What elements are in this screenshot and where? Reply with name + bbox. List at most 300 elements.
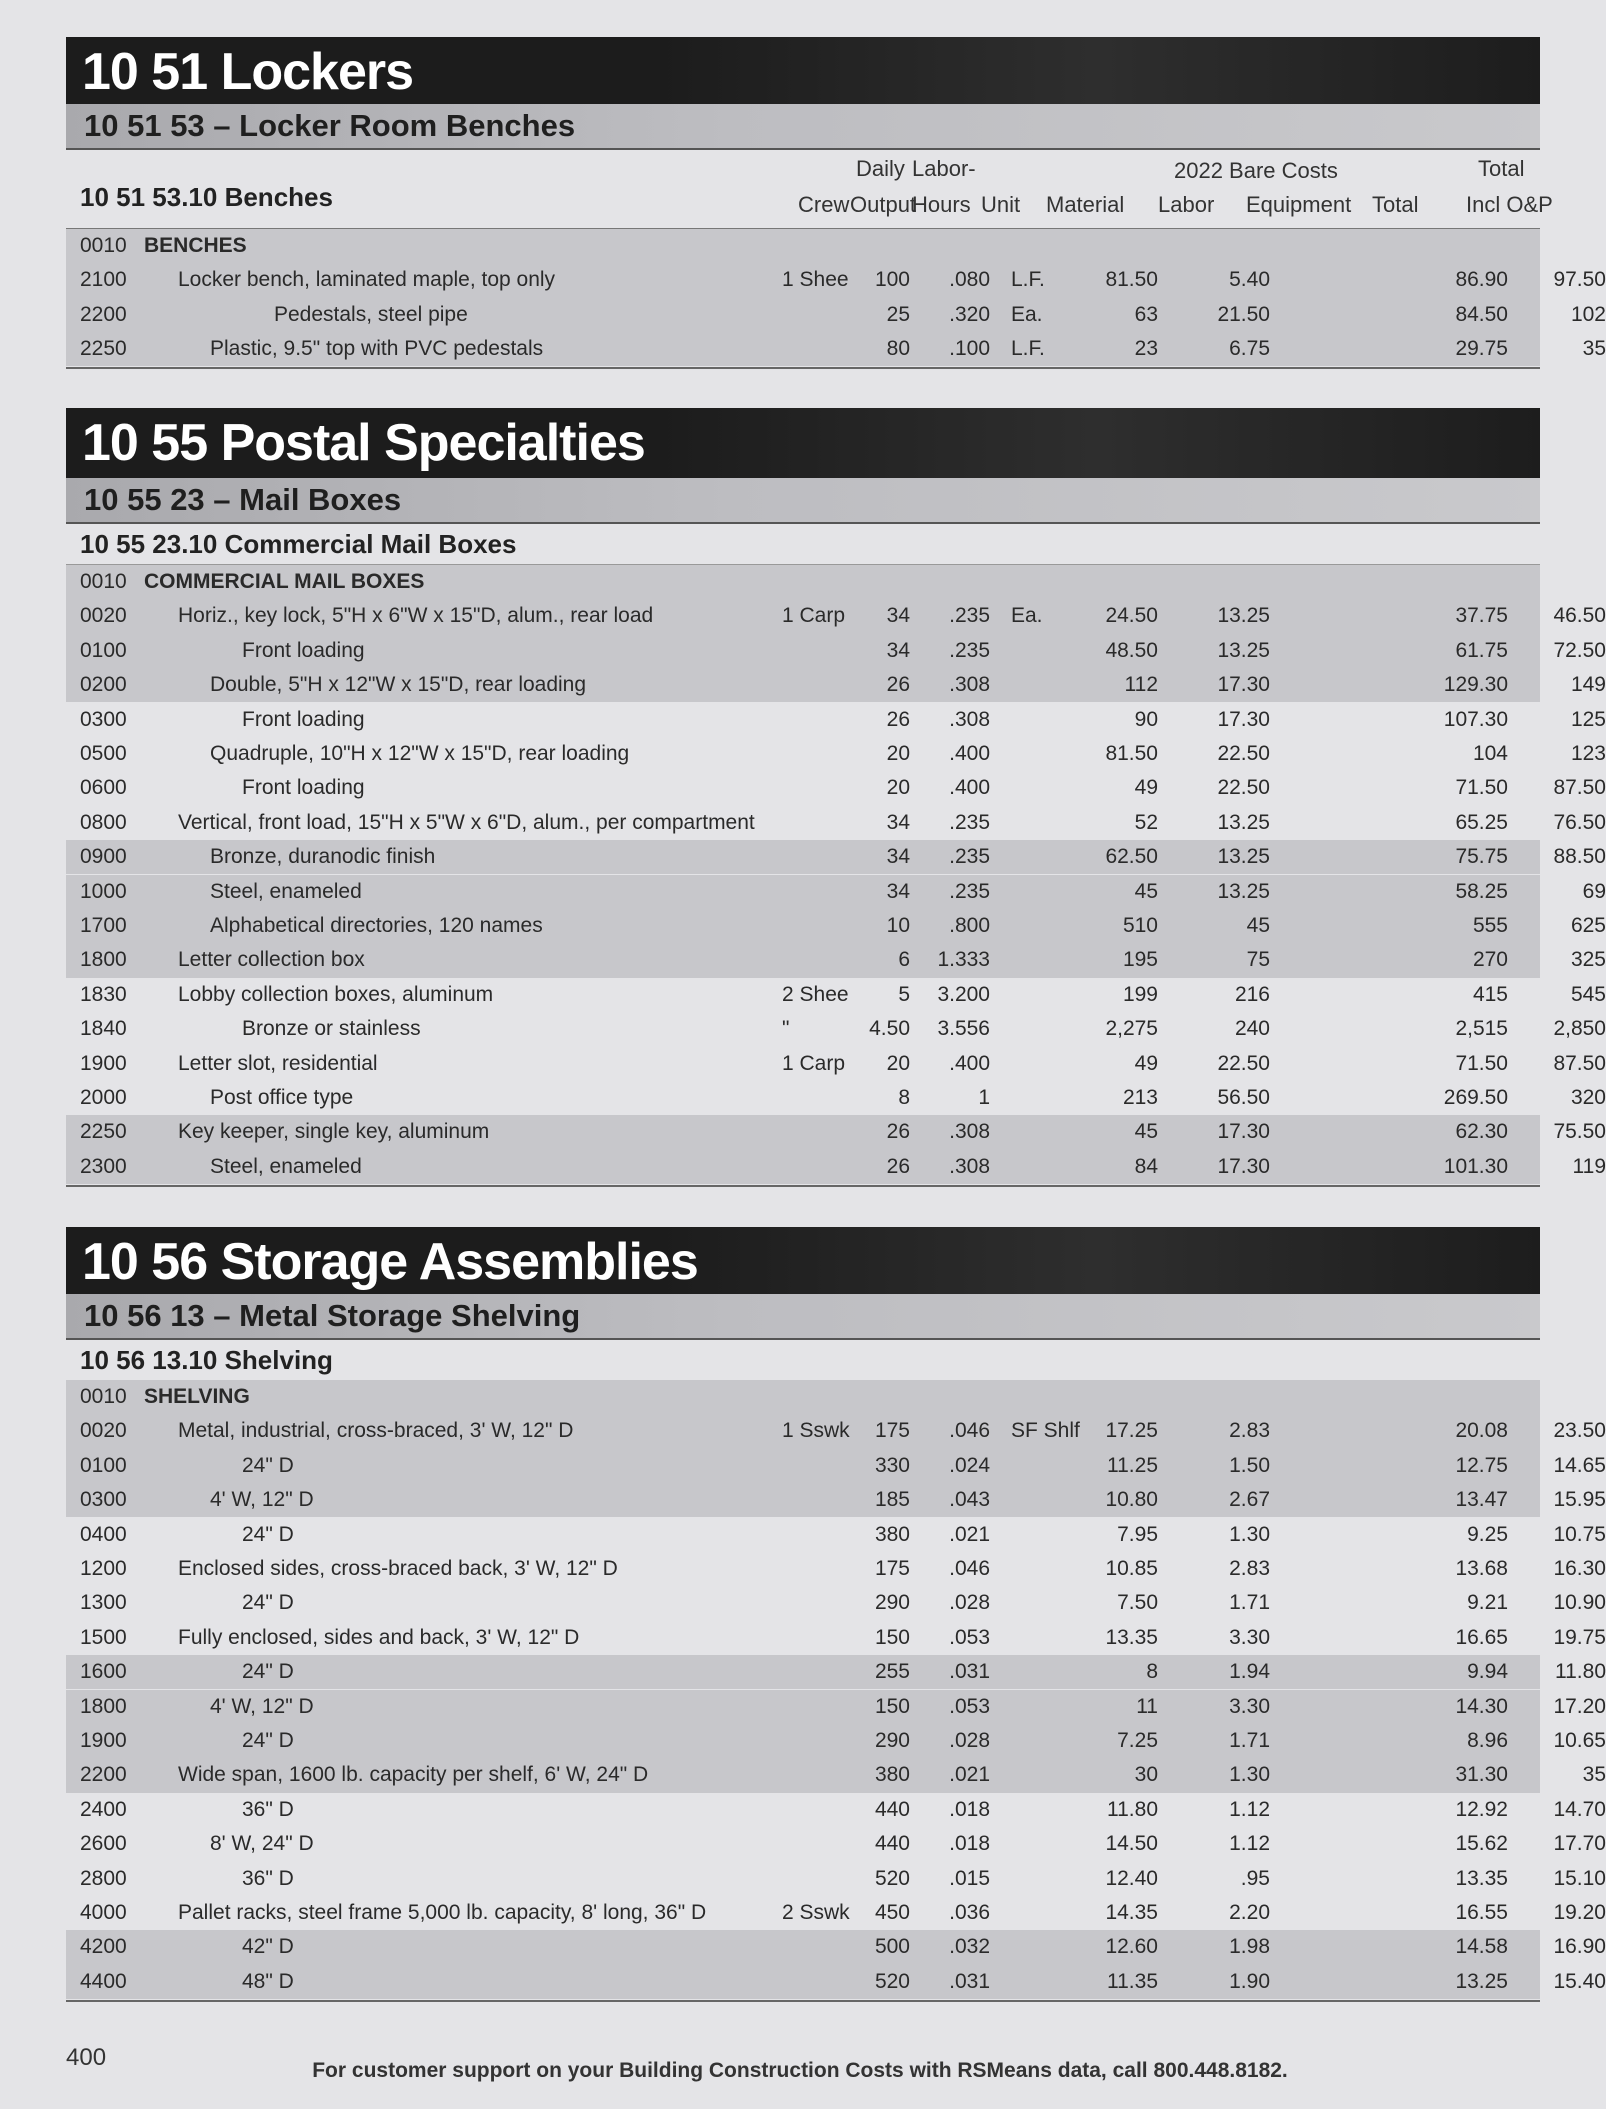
cell-lab: 1.90 [1229,1969,1270,1993]
cell-hrs: .308 [949,1154,990,1178]
cell-hrs: .028 [949,1591,990,1615]
cell-mat: 12.40 [1105,1866,1158,1890]
cell-desc: Bronze or stainless [242,1017,421,1041]
subsection-title-commercial-mail-boxes: 10 55 23.10 Commercial Mail Boxes [66,524,1540,565]
table-row [66,1896,1606,1930]
cell-line: 4200 [80,1935,127,1959]
cell-line: 1800 [80,948,127,972]
cell-lab: 6.75 [1229,336,1270,360]
cell-op: 16.90 [1553,1935,1606,1959]
cell-mat: 7.50 [1117,1591,1158,1615]
table-row [66,1012,1606,1046]
table-row [66,1150,1606,1184]
cell-line: 1000 [80,879,127,903]
header-material: Material [1046,192,1125,217]
cell-unit: SF Shlf [1011,1419,1080,1443]
cell-line: 2600 [80,1832,127,1856]
cell-tot: 20.08 [1455,1419,1508,1443]
cell-line: 2250 [80,336,127,360]
cell-line: 1900 [80,1051,127,1075]
cell-op: 119 [1572,1154,1606,1178]
cell-lab: 21.50 [1217,302,1270,326]
cell-unit: L.F. [1011,268,1045,292]
cell-tot: 16.55 [1455,1901,1508,1924]
cell-out: 34 [886,638,910,662]
cell-desc: 48" D [242,1969,294,1993]
cell-line: 0500 [80,742,127,765]
table-bottom-rule [66,367,1540,369]
cell-op: 2,850 [1553,1017,1606,1041]
cell-lab: .95 [1240,1866,1270,1890]
cell-out: 520 [874,1866,910,1890]
division-heading-postal: 10 55 Postal Specialties [66,408,1540,478]
cell-line: 1830 [80,982,127,1006]
cell-mat: 17.25 [1105,1419,1158,1443]
table-row [66,1621,1606,1655]
cell-line: 2400 [80,1797,127,1821]
header-incl-total: Total [1478,156,1525,181]
cell-out: 290 [874,1729,910,1752]
cell-mat: 14.50 [1105,1832,1158,1856]
cell-tot: 61.75 [1455,638,1508,662]
cell-desc: 4' W, 12" D [210,1694,314,1718]
cell-lab: 1.12 [1229,1832,1270,1856]
header-output: Output [850,192,917,217]
cell-mat: 30 [1134,1763,1158,1787]
cell-desc: 24" D [242,1729,294,1752]
cell-hrs: .235 [949,879,990,903]
cell-line: 4000 [80,1901,127,1924]
cell-desc: Front loading [242,638,365,662]
cell-mat: 13.35 [1105,1625,1158,1649]
cell-hrs: .400 [949,776,990,800]
cell-out: 450 [874,1901,910,1924]
cell-desc: Wide span, 1600 lb. capacity per shelf, 6' W, 24" D [178,1763,649,1787]
cell-desc: 42" D [242,1935,294,1959]
table-row [66,1552,1606,1586]
cell-line: 1900 [80,1729,127,1752]
cell-op: 19.75 [1553,1625,1606,1649]
cell-hrs: 3.556 [937,1017,990,1041]
cell-mat: 81.50 [1105,268,1158,292]
table-row [66,943,1606,977]
cell-hrs: .031 [949,1969,990,1993]
table-row [66,909,1606,943]
cell-mat: 11.35 [1107,1969,1158,1993]
cell-mat: 84 [1134,1154,1158,1178]
header-incl-op: Incl O&P [1466,192,1553,217]
cell-unit: L.F. [1011,336,1045,360]
cell-lab: 22.50 [1217,742,1270,765]
cell-hrs: .018 [949,1797,990,1821]
cell-tot: 2,515 [1455,1017,1508,1041]
cell-out: 34 [886,845,910,869]
cell-line: 0300 [80,707,127,731]
table-row [66,1047,1606,1081]
cell-desc: Letter collection box [178,948,365,972]
cell-mat: 195 [1122,948,1158,972]
cell-hrs: .235 [949,638,990,662]
cell-tot: 37.75 [1455,604,1508,628]
cell-hrs: .032 [949,1935,990,1959]
cell-desc: Metal, industrial, cross-braced, 3' W, 12" D [178,1419,574,1443]
cell-lab: 17.30 [1217,1154,1270,1178]
cell-line: 0200 [80,673,127,697]
header-crew: Crew [798,192,850,217]
cell-mat: 52 [1134,810,1158,834]
table-row [66,1758,1606,1792]
cell-mat: 11.25 [1107,1453,1158,1477]
cell-crew: 1 Carp [782,1051,846,1075]
table-row [66,1449,1606,1483]
cell-crew: 1 Carp [782,604,846,628]
cell-hrs: .018 [949,1832,990,1856]
cell-lab: 1.71 [1229,1591,1270,1615]
cell-tot: 58.25 [1455,879,1508,903]
cell-mat: 7.25 [1117,1729,1158,1752]
cell-op: 102 [1570,302,1606,326]
table-row [66,1586,1606,1620]
cell-op: 23.50 [1553,1419,1606,1443]
cell-tot: 107.30 [1443,707,1508,731]
cell-lab: 1.12 [1229,1797,1270,1821]
cell-tot: 415 [1472,982,1508,1006]
cell-op: 149 [1570,673,1606,697]
cell-out: 440 [874,1832,910,1856]
cell-hrs: .021 [949,1522,990,1546]
cell-mat: 7.95 [1117,1522,1158,1546]
cell-line: 2300 [80,1154,127,1178]
cell-hrs: .235 [949,845,990,869]
cell-desc: COMMERCIAL MAIL BOXES [144,570,425,593]
cell-lab: 75 [1246,948,1270,972]
cell-out: 175 [874,1557,910,1580]
cell-op: 545 [1570,982,1606,1006]
cell-op: 10.75 [1553,1522,1606,1546]
cell-crew: 2 Shee [782,982,849,1006]
cell-tot: 13.25 [1455,1969,1508,1993]
header-bare-costs: 2022 Bare Costs [1174,158,1338,183]
cell-op: 75.50 [1553,1120,1606,1144]
cell-line: 0010 [80,1385,127,1408]
cell-tot: 13.35 [1455,1866,1508,1890]
cell-line: 1840 [80,1017,127,1041]
cell-out: 6 [898,948,910,972]
cell-op: 87.50 [1553,1051,1606,1075]
cell-hrs: .235 [949,604,990,628]
cell-desc: 36" D [242,1866,294,1890]
table-row [66,332,1606,366]
cell-line: 0010 [80,234,127,257]
cell-tot: 13.47 [1455,1488,1508,1512]
cell-tot: 9.25 [1467,1522,1508,1546]
cell-mat: 90 [1134,707,1158,731]
cell-op: 625 [1570,914,1606,937]
cell-out: 185 [874,1488,910,1512]
cell-op: 88.50 [1553,845,1606,869]
cell-lab: 1.94 [1229,1660,1270,1684]
cell-line: 0400 [80,1522,127,1546]
cell-out: 5 [898,982,910,1006]
table-row [66,1518,1606,1552]
cell-desc: 4' W, 12" D [210,1488,314,1512]
cell-tot: 71.50 [1455,1051,1508,1075]
cell-desc: Front loading [242,776,365,800]
cell-lab: 1.30 [1229,1763,1270,1787]
cell-tot: 8.96 [1467,1729,1508,1752]
cell-line: 0020 [80,604,127,628]
cell-crew: 1 Shee [782,268,849,292]
cell-lab: 1.98 [1229,1935,1270,1959]
cell-desc: Lobby collection boxes, aluminum [178,982,494,1006]
cell-tot: 62.30 [1455,1120,1508,1144]
cell-op: 19.20 [1553,1901,1606,1924]
cell-out: 26 [886,1120,910,1144]
table-row [66,806,1606,840]
cell-desc: 24" D [242,1660,294,1684]
cell-mat: 45 [1134,879,1158,903]
cell-line: 1700 [80,914,127,937]
cell-tot: 16.65 [1455,1625,1508,1649]
cell-lab: 2.20 [1229,1901,1270,1924]
table-row [66,298,1606,332]
header-unit: Unit [981,192,1021,217]
cell-tot: 13.68 [1455,1557,1508,1580]
subsection-title-shelving: 10 56 13.10 Shelving [66,1340,1540,1381]
cell-desc: Vertical, front load, 15"H x 5"W x 6"D, alum., per compartment [178,810,755,834]
table-row [66,840,1606,874]
cell-hrs: 3.200 [937,982,990,1006]
cell-tot: 12.92 [1455,1797,1508,1821]
cell-tot: 9.94 [1467,1660,1508,1684]
cell-lab: 3.30 [1229,1625,1270,1649]
cell-hrs: .043 [949,1488,990,1512]
cell-desc: 24" D [242,1591,294,1615]
cell-desc: Plastic, 9.5" top with PVC pedestals [210,336,544,360]
cell-line: 0900 [80,845,127,869]
cell-hrs: .080 [949,268,990,292]
header-labor-label: Labor- [912,156,976,181]
cell-lab: 13.25 [1217,879,1270,903]
cell-hrs: 1.333 [937,948,990,972]
cell-out: 150 [874,1625,910,1649]
table-row [66,737,1606,771]
cell-lab: 1.71 [1229,1729,1270,1752]
cell-desc: Post office type [210,1086,354,1109]
cell-tot: 75.75 [1455,845,1508,869]
cell-desc: Pedestals, steel pipe [274,302,468,326]
table-row [66,1690,1606,1724]
cell-tot: 29.75 [1455,336,1508,360]
cell-lab: 1.50 [1229,1453,1270,1477]
cell-lab: 2.83 [1229,1557,1270,1580]
header-total: Total [1372,192,1419,217]
cell-mat: 510 [1122,914,1158,937]
cell-hrs: .800 [949,914,990,937]
cell-mat: 24.50 [1105,604,1158,628]
cell-line: 2200 [80,302,127,326]
cell-op: 16.30 [1553,1557,1606,1580]
cell-op: 10.90 [1553,1591,1606,1615]
cell-lab: 3.30 [1229,1694,1270,1718]
cell-lab: 5.40 [1229,268,1270,292]
cell-desc: Letter slot, residential [178,1051,378,1075]
cell-op: 14.70 [1553,1797,1606,1821]
cell-hrs: .400 [949,742,990,765]
table-row [66,1414,1606,1448]
cell-mat: 112 [1124,673,1158,697]
cell-hrs: .053 [949,1625,990,1649]
cell-op: 17.20 [1553,1694,1606,1718]
cell-hrs: .036 [949,1901,990,1924]
cell-lab: 45 [1246,914,1270,937]
cell-lab: 2.67 [1229,1488,1270,1512]
cell-out: 4.50 [869,1017,910,1041]
cell-desc: Steel, enameled [210,1154,362,1178]
cell-line: 0300 [80,1488,127,1512]
cell-desc: Horiz., key lock, 5"H x 6"W x 15"D, alum., rear load [178,604,654,628]
cell-line: 2000 [80,1086,127,1109]
cell-out: 520 [874,1969,910,1993]
cell-out: 25 [886,302,910,326]
cell-line: 2200 [80,1763,127,1787]
cell-line: 2100 [80,268,127,292]
cell-tot: 269.50 [1443,1086,1508,1109]
cell-mat: 11.80 [1107,1797,1158,1821]
cell-hrs: .400 [949,1051,990,1075]
cell-out: 20 [886,1051,910,1075]
cell-op: 76.50 [1553,810,1606,834]
cell-op: 15.10 [1553,1866,1606,1890]
cell-mat: 14.35 [1105,1901,1158,1924]
cell-desc: BENCHES [144,234,247,257]
cell-op: 11.80 [1555,1660,1606,1684]
cell-op: 97.50 [1553,268,1606,292]
cell-lab: 13.25 [1217,810,1270,834]
cell-hrs: .024 [949,1453,990,1477]
cell-desc: 36" D [242,1797,294,1821]
header-hours: Hours [912,192,971,217]
cell-desc: Key keeper, single key, aluminum [178,1120,490,1144]
cell-crew: 1 Sswk [782,1419,850,1443]
cell-lab: 17.30 [1217,707,1270,731]
cell-line: 0100 [80,1453,127,1477]
cell-mat: 12.60 [1105,1935,1158,1959]
table-row [66,1483,1606,1517]
cell-hrs: .015 [949,1866,990,1890]
cell-out: 34 [886,879,910,903]
cell-out: 100 [874,268,910,292]
cell-line: 0020 [80,1419,127,1443]
cell-desc: Alphabetical directories, 120 names [210,914,543,937]
cell-tot: 101.30 [1443,1154,1508,1178]
cell-desc: 24" D [242,1453,294,1477]
table-row [66,634,1606,668]
subdivision-heading-mail-boxes: 10 55 23 – Mail Boxes [66,478,1540,524]
cell-tot: 84.50 [1455,302,1508,326]
cell-mat: 23 [1134,336,1158,360]
cell-mat: 62.50 [1105,845,1158,869]
table-row [66,1827,1606,1861]
cell-tot: 9.21 [1467,1591,1508,1615]
cell-desc: Steel, enameled [210,879,362,903]
cell-mat: 213 [1122,1086,1158,1109]
cell-out: 26 [886,1154,910,1178]
table-row [66,1655,1606,1689]
cell-op: 35 [1582,336,1606,360]
division-heading-storage: 10 56 Storage Assemblies [66,1227,1540,1297]
cell-line: 0600 [80,776,127,800]
table-row [66,703,1606,737]
cell-tot: 86.90 [1455,268,1508,292]
cell-line: 0100 [80,638,127,662]
cell-line: 2250 [80,1120,127,1144]
cell-out: 34 [886,810,910,834]
cell-op: 125 [1570,707,1606,731]
subsection-title-benches: 10 51 53.10 Benches [80,182,333,212]
cell-op: 17.70 [1553,1832,1606,1856]
table-row [66,1965,1606,1999]
cell-tot: 12.75 [1455,1453,1508,1477]
cell-unit: Ea. [1011,302,1043,326]
cell-op: 46.50 [1553,604,1606,628]
cell-out: 175 [874,1419,910,1443]
cell-desc: Quadruple, 10"H x 12"W x 15"D, rear loading [210,742,630,765]
cell-op: 69 [1582,879,1606,903]
cell-lab: 13.25 [1217,604,1270,628]
table-row [66,668,1606,702]
cell-mat: 49 [1134,1051,1158,1075]
cell-out: 20 [886,776,910,800]
cell-mat: 2,275 [1105,1017,1158,1041]
cell-out: 26 [886,673,910,697]
cell-out: 80 [886,336,910,360]
table-row [66,978,1606,1012]
cell-out: 500 [874,1935,910,1959]
cell-line: 4400 [80,1969,127,1993]
cell-desc: Fully enclosed, sides and back, 3' W, 12" D [178,1625,580,1649]
cell-out: 380 [874,1522,910,1546]
cell-desc: 8' W, 24" D [210,1832,314,1856]
cell-op: 123 [1570,742,1606,765]
column-header [66,150,1553,230]
cell-out: 8 [898,1086,910,1109]
cell-desc: Double, 5"H x 12"W x 15"D, rear loading [210,673,587,697]
cell-op: 15.95 [1553,1488,1606,1512]
cell-out: 255 [874,1660,910,1684]
subdivision-heading-benches: 10 51 53 – Locker Room Benches [66,104,1540,150]
cell-lab: 240 [1234,1017,1270,1041]
cell-lab: 56.50 [1217,1086,1270,1109]
cell-lab: 17.30 [1217,1120,1270,1144]
table-row [66,1724,1606,1758]
cell-desc: Pallet racks, steel frame 5,000 lb. capacity, 8' long, 36" D [178,1901,707,1924]
cell-tot: 104 [1472,742,1508,765]
cell-hrs: .046 [949,1557,990,1580]
cell-op: 320 [1570,1086,1606,1109]
table-row [66,875,1606,909]
cell-line: 1600 [80,1660,127,1684]
cell-tot: 65.25 [1455,810,1508,834]
cell-lab: 17.30 [1217,673,1270,697]
table-row [66,1380,1540,1414]
cell-desc: Front loading [242,707,365,731]
cell-line: 0800 [80,810,127,834]
table-bottom-rule [66,2000,1540,2002]
cell-out: 10 [886,914,910,937]
page-number: 400 [66,2044,107,2071]
cell-hrs: 1 [978,1086,990,1109]
